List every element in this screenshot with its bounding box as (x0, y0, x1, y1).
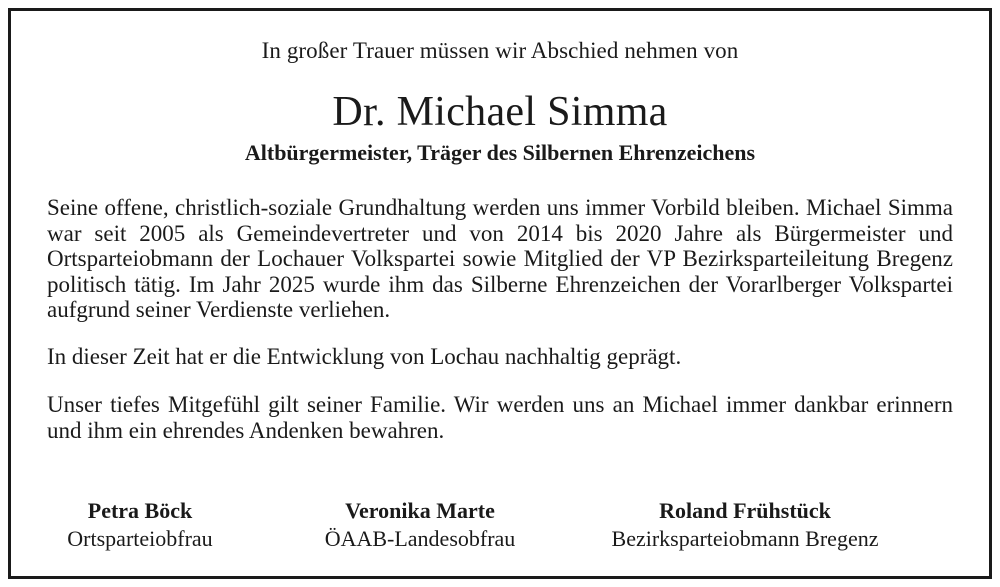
signatory-role: ÖAAB-Landesobfrau (324, 526, 516, 551)
signatory-3 (600, 497, 890, 553)
paragraph-legacy: In dieser Zeit hat er die Entwicklung von Lochau nachhaltig geprägt. (47, 344, 682, 369)
paragraph-tribute: Seine offene, christlich-soziale Grundhaltung werden uns immer Vorbild bleiben. Michael Simma war seit 2005 als Gemeindevertreter und von 2014 bis 2020 Jahre als Bürgermeister und Ortsparteiobmann der Lochauer Volkspartei sowie Mitglied der VP Bezirksparteileitung Bregenz politisch tätig. Im Jahr 2025 wurde ihm das Silberne Ehrenzeichen der Vorarlberger Volkspartei aufgrund seiner Verdienste verliehen. (47, 195, 953, 322)
paragraph-condolence: Unser tiefes Mitgefühl gilt seiner Familie. Wir werden uns an Michael immer dankbar erinnern und ihm ein ehrendes Andenken bewahren. (47, 392, 953, 443)
signatory-name: Petra Böck (87, 498, 193, 523)
intro-line: In großer Trauer müssen wir Abschied nehmen von (261, 38, 739, 63)
signatory-role: Ortsparteiobfrau (67, 526, 213, 551)
signatory-1 (40, 497, 240, 553)
signatory-name: Veronika Marte (345, 498, 495, 523)
signatory-name: Roland Frühstück (659, 498, 831, 523)
deceased-name: Dr. Michael Simma (332, 89, 668, 135)
signatory-2 (300, 497, 540, 553)
deceased-title: Altbürgermeister, Träger des Silbernen Ehrenzeichens (244, 140, 756, 165)
signatory-role: Bezirksparteiobmann Bregenz (611, 526, 879, 551)
